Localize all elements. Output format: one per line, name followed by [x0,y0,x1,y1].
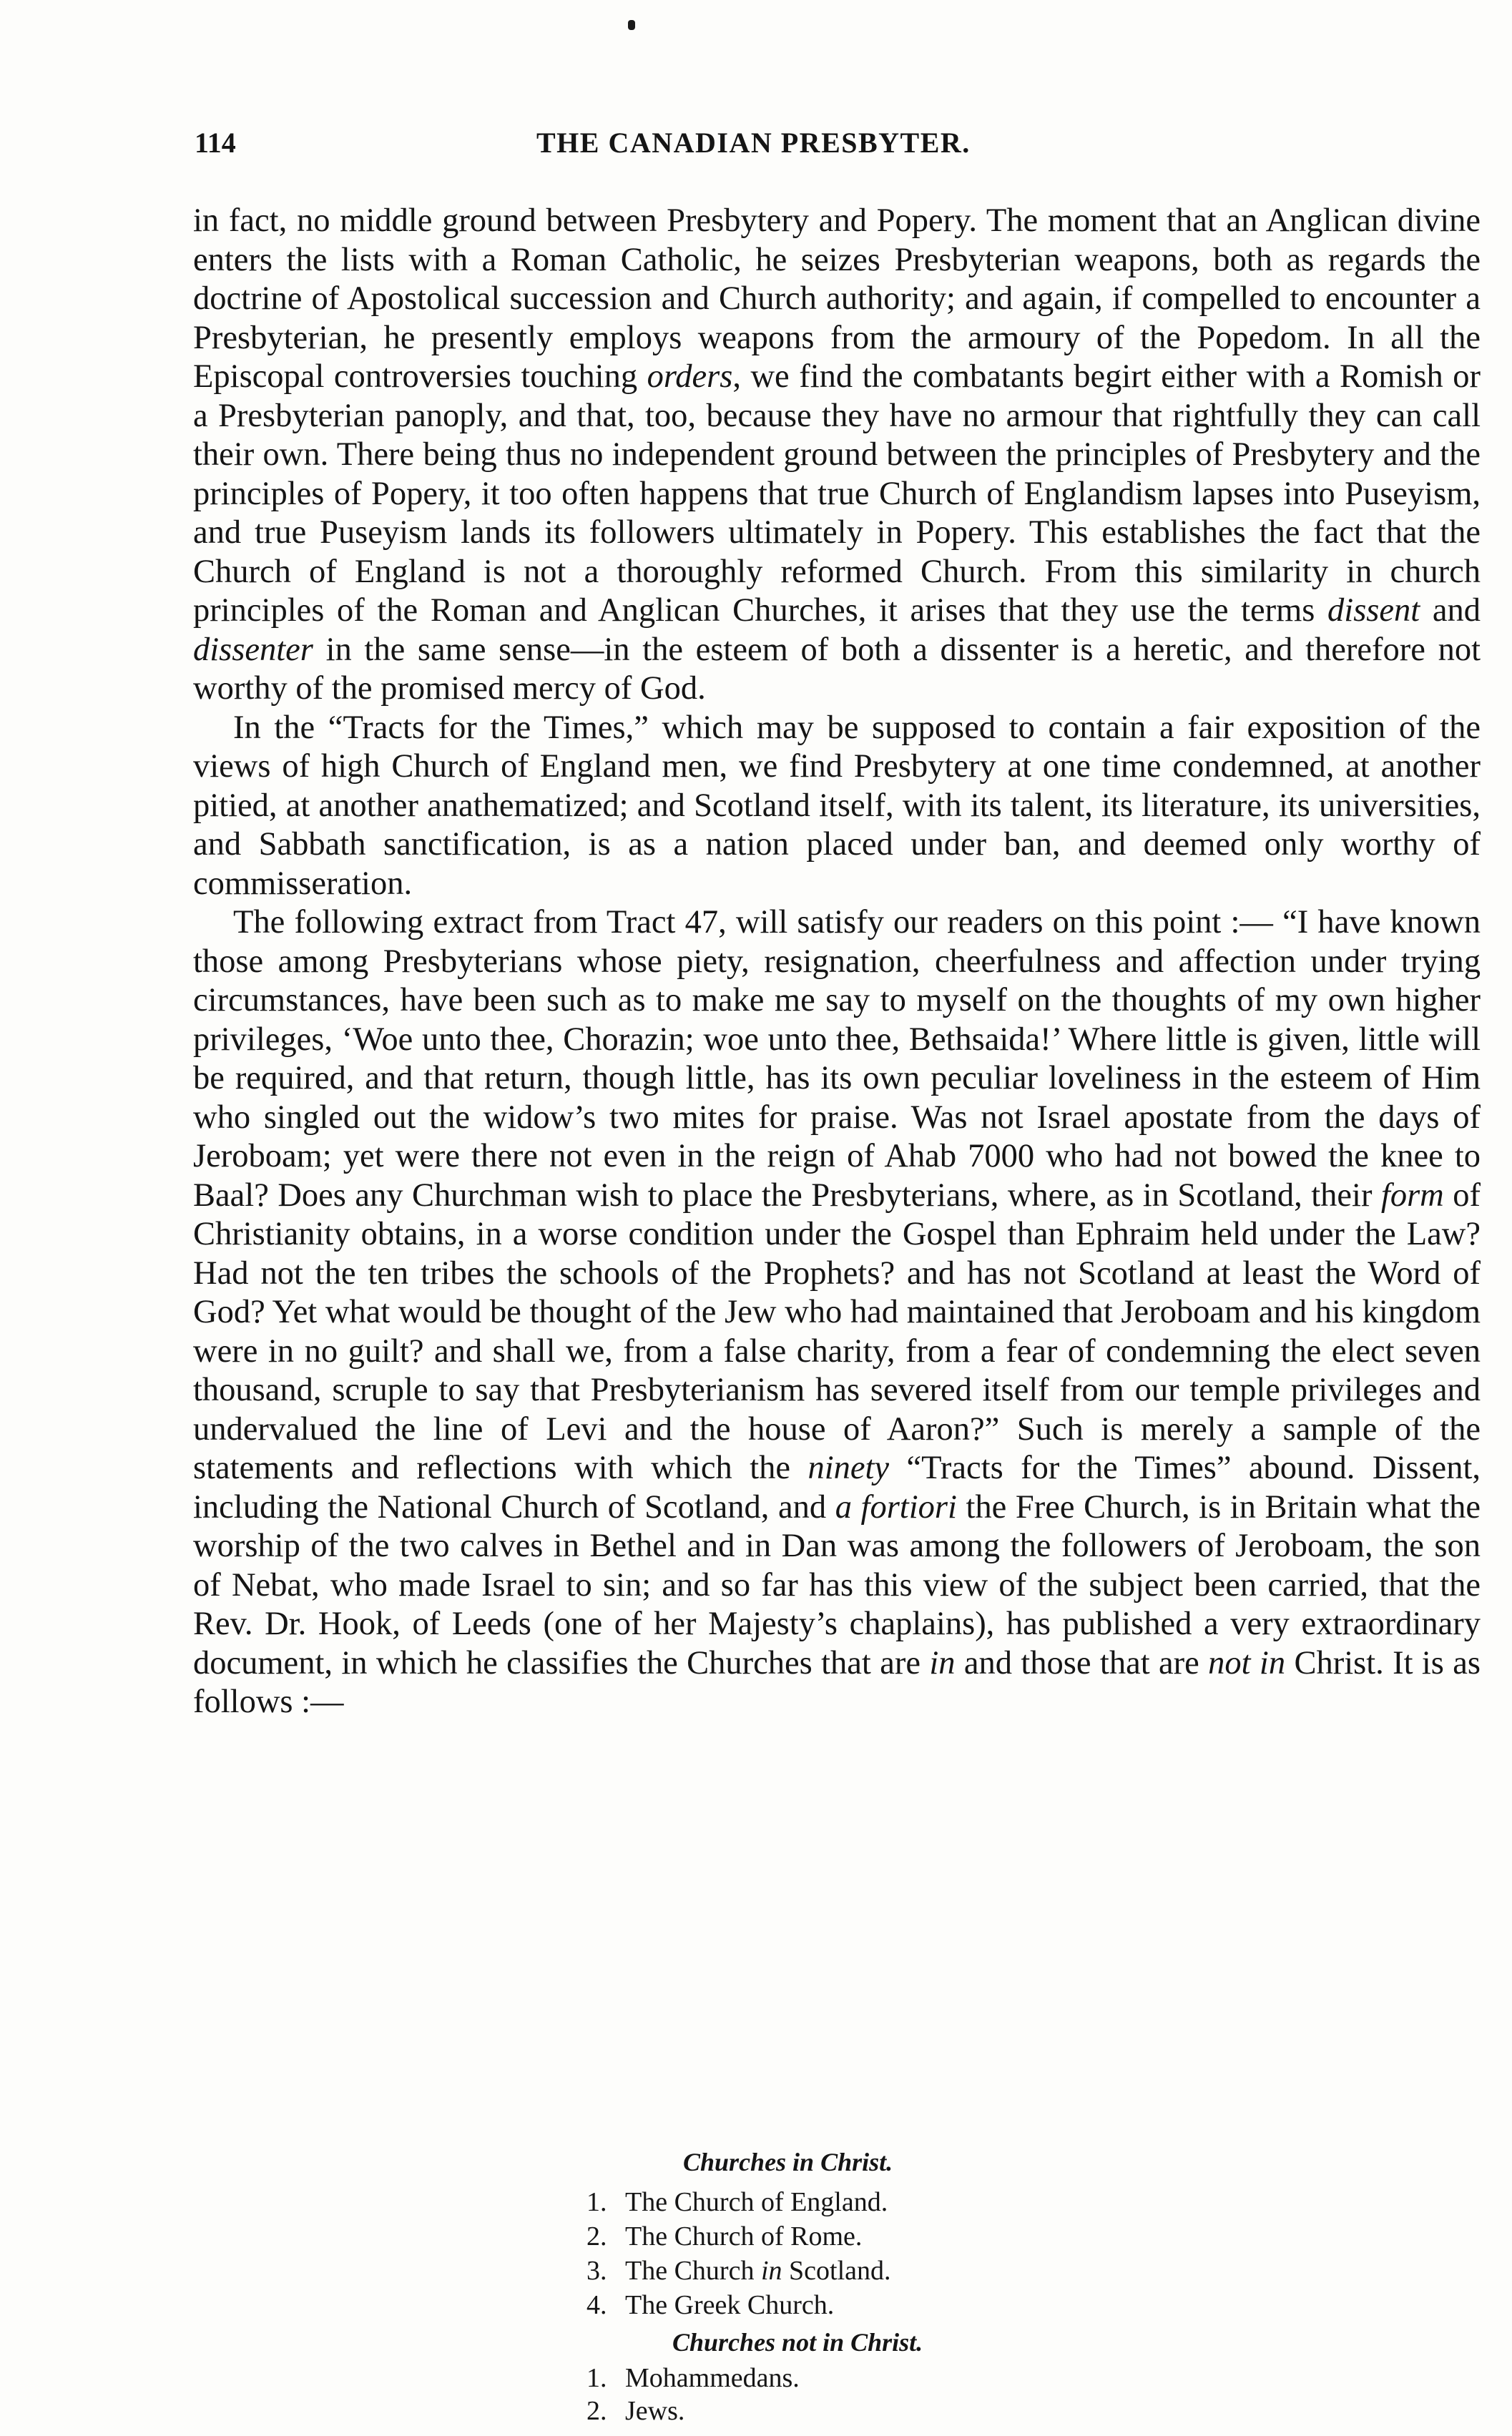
page-header [195,126,1482,169]
list-title-not-in-christ: Churches not in Christ. [672,2328,923,2357]
list-item: 2. Jews. [586,2396,685,2426]
list-item: 4. The Greek Church. [586,2290,835,2320]
list-item: 1. Mohammedans. [586,2363,800,2393]
page-number: 114 [195,127,236,159]
list-title-in-christ: Churches in Christ. [683,2148,893,2176]
paragraph-3: The following extract from Tract 47, will satisfy our readers on this point :— “I have known those among Presbyterians whose piety, resignation, cheerfulness and affection under trying circumstances, have been such as to make me say to myself on the thoughts of my own higher privileges, ‘Woe unto thee, Chorazin; woe unto thee, Bethsaida!’ Where little is given, little will be required, and that return, though little, has its own peculiar loveliness in the esteem of Him who singled out the widow’s two mites for praise. Was not Israel apostate from the days of Jeroboam; yet were there not even in the reign of Ahab 7000 who had not bowed the knee to Baal? Does any Churchman wish to place the Presbyterians, where, as in Scotland, their form of Christianity obtains, in a worse condition under the Gospel than Ephraim held under the Law? Had not the ten tribes the schools of the Prophets? and has not Scotland at least the Word of God? Yet what would be thought of the Jew who had maintained that Jeroboam and his kingdom were in no guilt? and shall we, from a false charity, from a fear of condemning the elect seven thousand, scruple to say that Presbyterianism has severed itself from our temple privileges and undervalued the line of Levi and the house of Aaron?” Such is merely a sample of the statements and reflections with which the ninety “Tracts for the Times” abound. Dissent, including the National Church of Scotland, and a fortiori the Free Church, is in Britain what the worship of the two calves in Bethel and in Dan was among the followers of Jeroboam, the son of Nebat, who made Israel to sin; and so far has this view of the subject been carried, that the Rev. Dr. Hook, of Leeds (one of her Majesty’s chaplains), has published a very extraordinary document, in which he classifies the Churches that are in and those that are not in Christ. It is as follows :— [193,904,1481,1720]
paragraph-1: in fact, no middle ground between Presbytery and Popery. The moment that an Anglican divine enters the lists with a Roman Catholic, he seizes Presbyterian weapons, both as regards the doctrine of Apostolical succession and Church authority; and again, if compelled to encounter a Presbyterian, he presently employs weapons from the armoury of the Popedom. In all the Episcopal controversies touching orders, we find the combatants begirt either with a Romish or a Presbyterian panoply, and that, too, because they have no armour that rightfully they can call their own. There being thus no independent ground between the principles of Presbytery and the principles of Popery, it too often happens that true Church of Englandism lapses into Puseyism, and true Puseyism lands its followers ultimately in Popery. This establishes the fact that the Church of England is not a thoroughly reformed Church. From this similarity in church principles of the Roman and Anglican Churches, it arises that they use the terms dissent and dissenter in the same sense—in the esteem of both a dissenter is a heretic, and therefore not worthy of the promised mercy of God. [193,202,1481,707]
paragraph-2: In the “Tracts for the Times,” which may be supposed to contain a fair exposition of the views of high Church of England men, we find Presbytery at one time condemned, at another pitied, at another anathematized; and Scotland itself, with its talent, its literature, its universities, and Sabbath sanctification, is as a nation placed under ban, and deemed only worthy of commisseration. [193,709,1481,902]
list-item: 3. The Church in Scotland. [586,2256,891,2286]
running-head: THE CANADIAN PRESBYTER. [536,127,971,159]
ink-speck [628,20,635,30]
list-item: 2. The Church of Rome. [586,2221,863,2251]
list-item: 1. The Church of England. [586,2187,888,2217]
body-text [193,202,1481,1722]
